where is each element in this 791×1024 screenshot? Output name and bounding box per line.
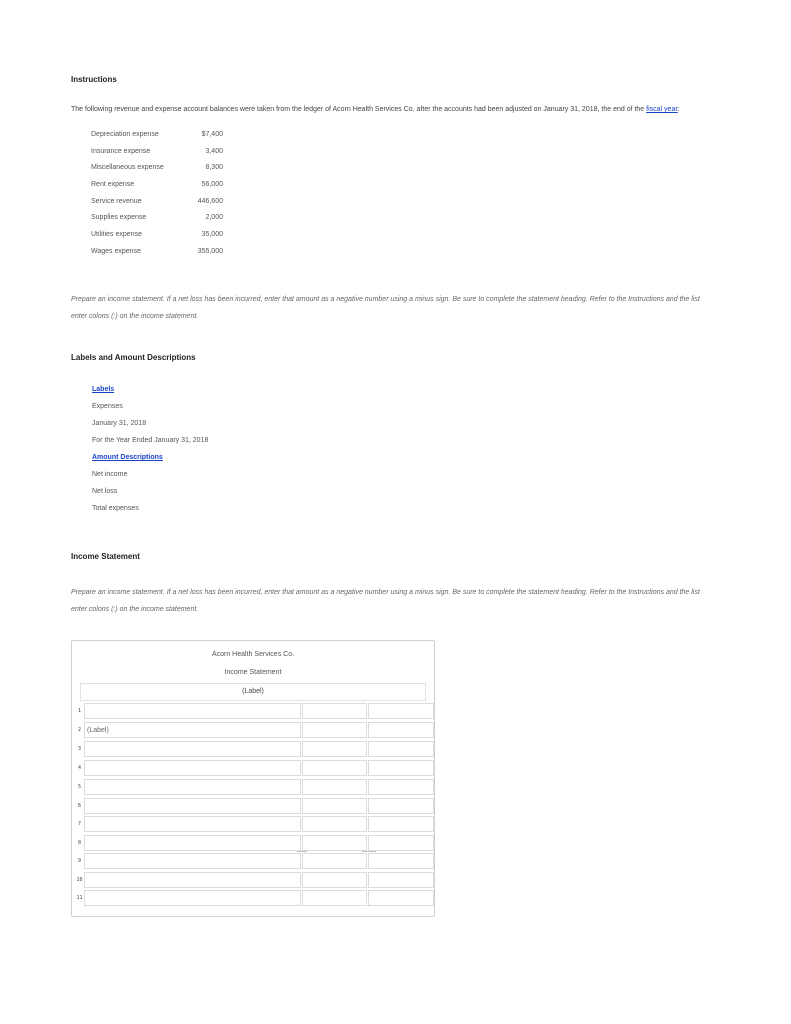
row-label-cell[interactable] xyxy=(84,835,301,851)
row-number: 9 xyxy=(77,858,81,864)
account-row xyxy=(91,176,223,193)
account-amount: 3,400 xyxy=(205,147,223,155)
intro-end: : xyxy=(677,106,680,113)
worksheet-row xyxy=(72,889,434,907)
account-row xyxy=(91,159,223,176)
account-amount: 2,000 xyxy=(205,214,223,222)
account-name: Miscellaneous expense xyxy=(91,164,164,172)
income-statement-title: Income Statement xyxy=(71,552,140,561)
account-amount: $7,400 xyxy=(201,130,223,138)
worksheet-row xyxy=(72,834,434,852)
prompt-line-2: enter colons (:) on the income statement. xyxy=(71,313,199,320)
row-label-cell[interactable] xyxy=(84,798,301,814)
row-amount-cell-1[interactable] xyxy=(302,798,367,814)
account-row xyxy=(91,126,223,143)
row-number: 6 xyxy=(77,803,81,809)
account-row xyxy=(91,143,223,160)
account-balances-table xyxy=(91,126,223,260)
row-amount-cell-1[interactable] xyxy=(302,816,367,832)
row-label-cell[interactable] xyxy=(84,779,301,795)
row-amount-cell-2[interactable] xyxy=(368,741,434,757)
account-name: Wages expense xyxy=(91,247,141,255)
row-number: 2 xyxy=(77,727,81,733)
account-name: Depreciation expense xyxy=(91,130,159,138)
instructions-intro xyxy=(71,101,771,118)
labels-header-link[interactable]: Labels xyxy=(92,386,115,393)
row-label-cell[interactable] xyxy=(84,760,301,776)
row-amount-cell-2[interactable] xyxy=(368,779,434,795)
is-prompt-line-1: Prepare an income statement. If a net loss has been incurred, enter that amount as a negative number using a minus sign. Be sure to complete the statement heading. Refer to the Instructions and the list xyxy=(71,589,700,596)
instructions-prompt xyxy=(71,291,771,325)
row-amount-cell-2[interactable] xyxy=(368,760,434,776)
row-amount-cell-2[interactable] xyxy=(368,703,434,719)
row-label-cell[interactable] xyxy=(84,741,301,757)
row-number: 4 xyxy=(77,765,81,771)
account-amount: 446,600 xyxy=(197,197,223,205)
row-amount-cell-2[interactable] xyxy=(368,722,434,738)
amount-description-option: Total expenses xyxy=(92,505,139,512)
row-amount-cell-1[interactable] xyxy=(302,835,367,851)
amount-description-option: Net income xyxy=(92,471,128,478)
labels-list xyxy=(92,381,208,517)
row-number: 1 xyxy=(77,708,81,714)
income-statement-worksheet xyxy=(71,640,435,917)
label-option: For the Year Ended January 31, 2018 xyxy=(92,437,209,444)
instructions-title: Instructions xyxy=(71,75,117,84)
account-name: Insurance expense xyxy=(91,147,151,155)
worksheet-row xyxy=(72,721,434,739)
amount-descriptions-header-link[interactable]: Amount Descriptions xyxy=(92,454,163,461)
account-name: Service revenue xyxy=(91,197,142,205)
account-amount: 8,300 xyxy=(205,164,223,172)
worksheet-statement-name: Income Statement xyxy=(224,669,282,676)
row-number: 11 xyxy=(76,895,83,901)
row-label-cell[interactable] xyxy=(84,872,301,888)
account-row xyxy=(91,209,223,226)
row-amount-cell-2[interactable] xyxy=(368,853,434,869)
account-row xyxy=(91,226,223,243)
row-amount-cell-2[interactable] xyxy=(368,798,434,814)
worksheet-row xyxy=(72,778,434,796)
fiscal-year-link[interactable]: fiscal year xyxy=(646,106,678,113)
amount-description-option: Net loss xyxy=(92,488,118,495)
row-number: 3 xyxy=(77,746,81,752)
row-amount-cell-2[interactable] xyxy=(368,872,434,888)
worksheet-row xyxy=(72,759,434,777)
row-amount-cell-1[interactable] xyxy=(302,703,367,719)
account-row xyxy=(91,243,223,260)
worksheet-row xyxy=(72,852,434,870)
row-amount-cell-2[interactable] xyxy=(368,890,434,906)
row-amount-cell-2[interactable] xyxy=(368,835,434,851)
row-label-cell[interactable] xyxy=(84,816,301,832)
account-amount: 355,000 xyxy=(197,247,223,255)
row-amount-cell-1[interactable] xyxy=(302,779,367,795)
row-number: 10 xyxy=(76,877,83,883)
prompt-line-1: Prepare an income statement. If a net loss has been incurred, enter that amount as a negative number using a minus sign. Be sure to complete the statement heading. Refer to the Instructions and the list xyxy=(71,296,700,303)
account-row xyxy=(91,193,223,210)
row-amount-cell-1[interactable] xyxy=(302,722,367,738)
is-prompt-line-2: enter colons (:) on the income statement. xyxy=(71,606,199,613)
row-amount-cell-2[interactable] xyxy=(368,816,434,832)
account-name: Rent expense xyxy=(91,180,135,188)
worksheet-company-name: Acorn Health Services Co. xyxy=(211,651,295,658)
account-name: Supplies expense xyxy=(91,214,147,222)
row-label-cell[interactable] xyxy=(84,853,301,869)
row-label-cell[interactable] xyxy=(84,703,301,719)
worksheet-row xyxy=(72,871,434,889)
row-amount-cell-1[interactable] xyxy=(302,760,367,776)
row-number: 8 xyxy=(77,840,81,846)
row-amount-cell-1[interactable] xyxy=(302,853,367,869)
worksheet-row xyxy=(72,702,434,720)
row-amount-cell-1[interactable] xyxy=(302,741,367,757)
row-label-cell[interactable]: (Label) xyxy=(84,722,301,738)
account-amount: 35,000 xyxy=(201,230,223,238)
row-number: 5 xyxy=(77,784,81,790)
row-number: 7 xyxy=(77,821,81,827)
worksheet-row xyxy=(72,740,434,758)
label-option: Expenses xyxy=(92,403,123,410)
worksheet-row xyxy=(72,797,434,815)
worksheet-date-label-dropdown[interactable]: (Label) xyxy=(80,683,426,701)
worksheet-row xyxy=(72,815,434,833)
account-amount: 56,000 xyxy=(201,180,223,188)
labels-section-title: Labels and Amount Descriptions xyxy=(71,353,196,362)
row-label-cell[interactable] xyxy=(84,890,301,906)
income-statement-prompt xyxy=(71,584,771,618)
row-amount-cell-1[interactable] xyxy=(302,890,367,906)
account-name: Utilities expense xyxy=(91,230,142,238)
intro-text: The following revenue and expense account balances were taken from the ledger of Acorn Health Services Co. after the accounts had been adjusted on January 31, 2018, the end of the xyxy=(71,106,647,113)
label-option: January 31, 2018 xyxy=(92,420,147,427)
row-amount-cell-1[interactable] xyxy=(302,872,367,888)
